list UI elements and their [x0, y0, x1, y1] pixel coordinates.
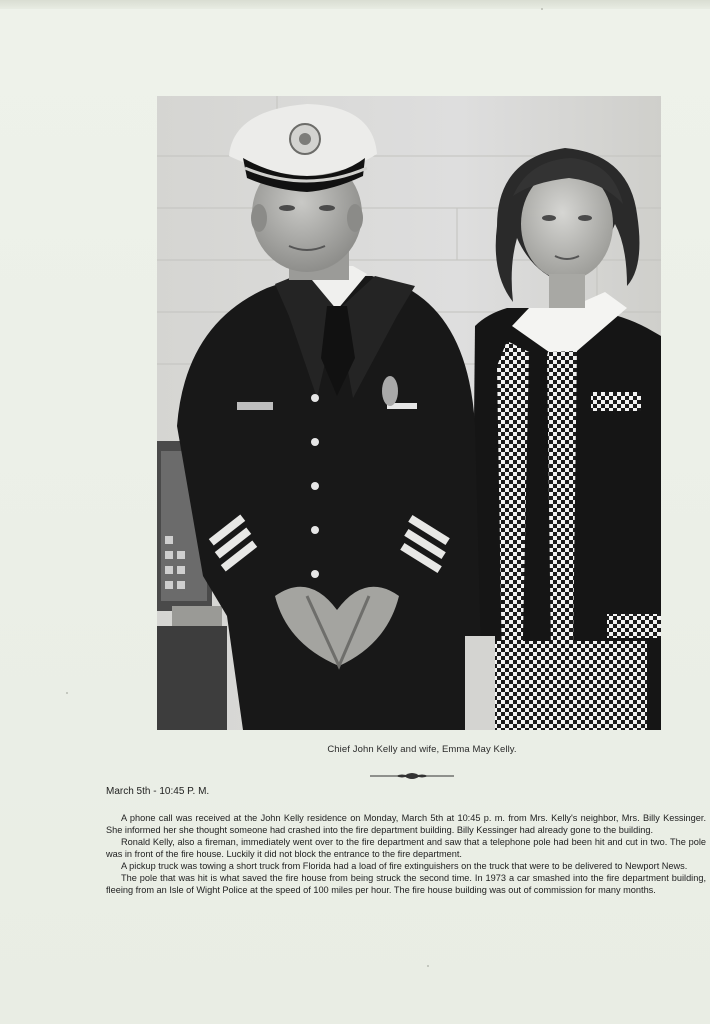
page-top-edge — [0, 0, 710, 9]
photo-caption: Chief John Kelly and wife, Emma May Kelly. — [327, 744, 517, 755]
section-date: March 5th - 10:45 P. M. — [106, 786, 210, 797]
article-paragraph: The pole that was hit is what saved the fire house from being struck the second time. In 1973 a car smashed into the fire department building, fleeing from an Isle of Wight Police at the speed of 100 miles per hour. The fire house building was out of commission for many months. — [106, 873, 706, 895]
ornamental-divider-icon — [370, 771, 454, 781]
paper-speck — [66, 692, 68, 694]
portrait-photo — [157, 96, 661, 730]
article-paragraph: Ronald Kelly, also a fireman, immediately went over to the fire department and saw that a telephone pole had been hit and cut in two. The pole was in front of the fire house. Luckily it did not block the entrance to the fire department. — [106, 837, 706, 859]
article-paragraph: A pickup truck was towing a short truck from Florida had a load of fire extinguishers on the truck that were to be delivered to Newport News. — [121, 861, 688, 871]
paper-speck — [541, 8, 543, 10]
paper-speck — [427, 965, 429, 967]
article-paragraph: A phone call was received at the John Kelly residence on Monday, March 5th at 10:45 p. m. from Mrs. Kelly's neighbor, Mrs. Billy Kessinger. She informed her she thought someone had crashed into the fire department building. Billy Kessinger had already gone to the building. — [106, 813, 706, 835]
portrait-photo-image — [157, 96, 661, 730]
article-body — [106, 812, 706, 896]
